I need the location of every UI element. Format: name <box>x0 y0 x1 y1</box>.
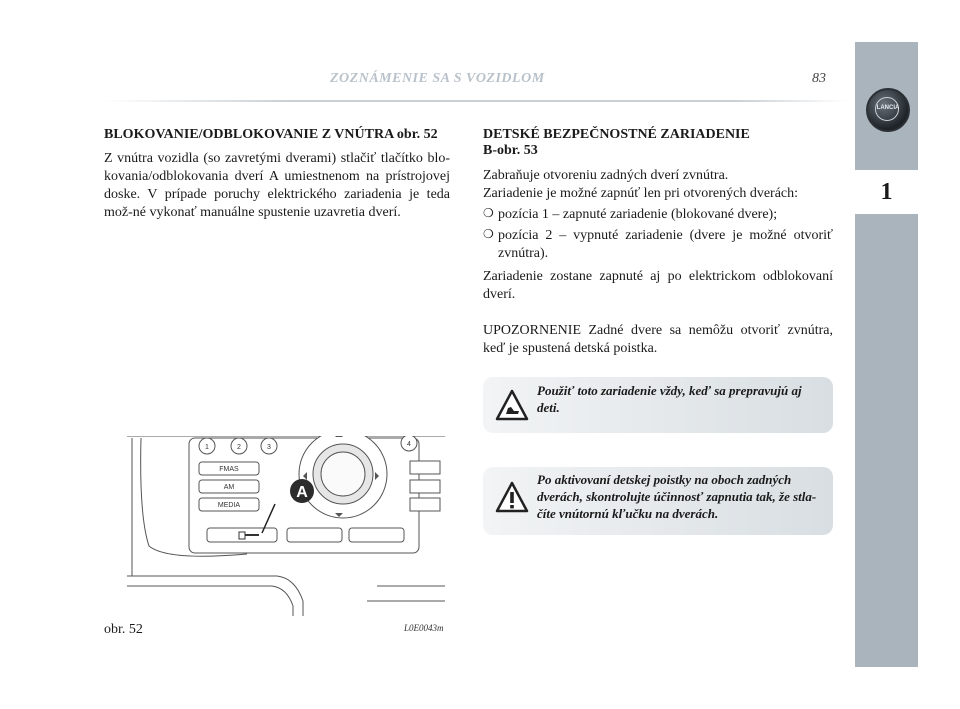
media-button-label: MEDIA <box>217 502 241 509</box>
figure-caption: obr. 52 <box>104 622 143 637</box>
preset-button-1: 1 <box>205 444 209 451</box>
up-arrow-icon <box>335 436 343 437</box>
section-heading-child-lock-ref: B-obr. 53 <box>483 143 538 158</box>
running-header-title: ZOZNÁMENIE SA S VOZIDLOM <box>330 71 545 86</box>
note-box-children <box>483 377 833 433</box>
bullet-text: pozícia 2 – vypnuté zariadenie (dvere je možné otvoriť zvnútra). <box>498 228 833 261</box>
lancia-logo-icon <box>866 88 910 132</box>
note-text: Použiť toto zariadenie vždy, keď sa prepravujú aj deti. <box>537 383 802 415</box>
intro-line-2: Zariadenie je možné zapnúť len pri otvorených dverách: <box>483 186 799 201</box>
callout-letter: A <box>296 484 308 501</box>
section-heading-locking <box>104 127 450 143</box>
exclamation-warning-icon <box>495 481 529 513</box>
figure-code: L0E0043m <box>404 623 444 633</box>
page-number: 83 <box>812 71 826 86</box>
child-seat-warning-icon <box>495 389 529 421</box>
am-button-label: AM <box>223 484 235 491</box>
heading-text: BLOKOVANIE/ODBLOKOVANIE Z VNÚTRA <box>104 127 394 142</box>
warning-paragraph: UPOZORNENIE Zadné dvere sa nemôžu otvoriť zvnútra, keď je spustená detská poistka. <box>483 323 833 356</box>
bullet-text: pozícia 1 – zapnuté zariadenie (blokované dvere); <box>498 207 778 222</box>
preset-button-4: 4 <box>407 441 411 448</box>
right-column <box>483 127 833 358</box>
header-rule <box>103 100 848 102</box>
intro-line-1: Zabraňuje otvoreniu zadných dverí zvnútra. <box>483 168 729 183</box>
figure-dashboard-illustration <box>127 436 445 616</box>
heading-figure-ref: obr. 52 <box>396 127 438 142</box>
list-item <box>483 227 833 263</box>
bullet-circle-icon: ❍ <box>483 227 494 241</box>
after-bullets-paragraph: Zariadenie zostane zapnuté aj po elektrickom odblokovaní dverí. <box>483 269 833 302</box>
section-heading-child-lock: DETSKÉ BEZPEČNOSTNÉ ZARIADENIE <box>483 127 750 142</box>
callout-a-badge <box>290 479 314 503</box>
list-item <box>483 206 833 224</box>
note-box-warning <box>483 467 833 535</box>
locking-paragraph: Z vnútra vozidla (so zavretými dverami) stlačiť tlačítko blo-kovania/odblokovania dverí A umiestnenom na prístrojovej doske. V prípade poruchy elektrického zariadenia je teda mož-né vykonať manuálne spustenie uzavretia dverí. <box>104 151 450 220</box>
dashboard-drawing <box>127 436 445 616</box>
chapter-side-tab <box>855 42 918 667</box>
left-column <box>104 127 450 222</box>
chapter-number: 1 <box>855 170 918 214</box>
fm-button-label: FMAS <box>219 466 239 473</box>
preset-button-3: 3 <box>267 444 271 451</box>
preset-button-2: 2 <box>237 444 241 451</box>
note-text: Po aktivovaní detskej poistky na oboch zadných dverách, skontrolujte účinnosť zapnutia tak, že stla-číte vnútornú kľučku na dverách. <box>537 472 817 521</box>
logo-text: LANCIA <box>876 105 900 111</box>
bullet-circle-icon: ❍ <box>483 206 494 220</box>
